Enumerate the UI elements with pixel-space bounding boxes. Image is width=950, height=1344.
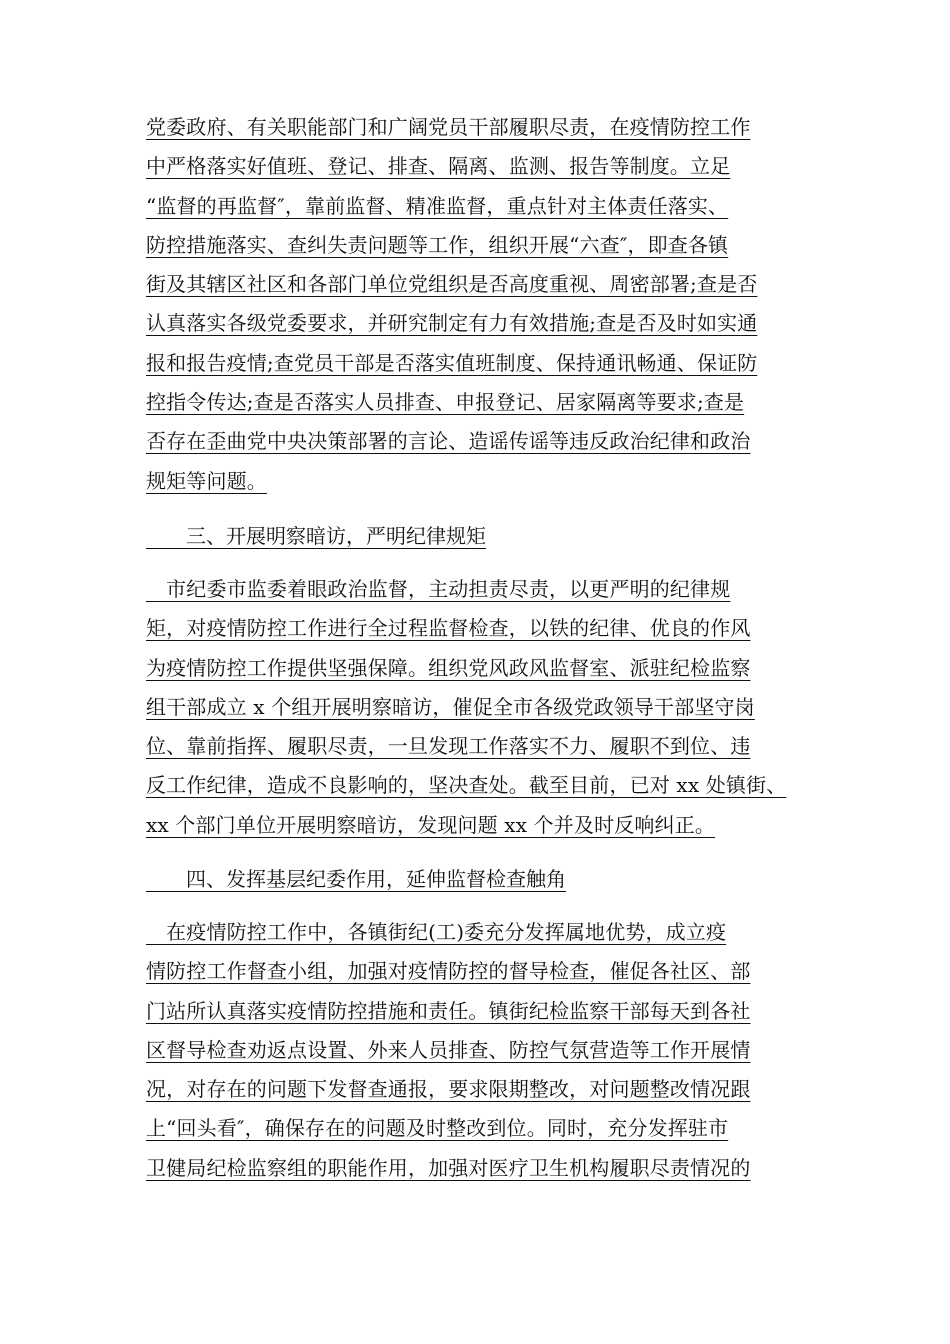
paragraph-line: 组干部成立 x 个组开展明察暗访，催促全市各级党政领导干部坚守岗 [146,694,755,719]
section-heading-3: 三、开展明察暗访，严明纪律规矩 [146,524,486,548]
paragraph-line: 报和报告疫情;查党员干部是否落实值班制度、保持通讯畅通、保证防 [146,350,758,375]
paragraph-line: 况，对存在的问题下发督查通报，要求限期整改，对问题整改情况跟 [146,1077,751,1102]
paragraph-line: 认真落实各级党委要求，并研究制定有力有效措施;查是否及时如实通 [146,311,758,336]
paragraph-line: “监督的再监督″，靠前监督、精准监督，重点针对主体责任落实、 [146,193,729,218]
paragraph-line: 反工作纪律，造成不良影响的，坚决查处。截至目前，已对 xx 处镇街、 [146,773,787,798]
paragraph-line: 否存在歪曲党中央决策部署的言论、造谣传谣等违反政治纪律和政治 [146,429,751,454]
paragraph-line: 区督导检查劝返点设置、外来人员排查、防控气氛营造等工作开展情 [146,1037,751,1062]
paragraph-line: 街及其辖区社区和各部门单位党组织是否高度重视、周密部署;查是否 [146,272,758,297]
paragraph-inspection-visits [146,570,786,845]
paragraph-line: 防控措施落实、查纠失责问题等工作，组织开展“六查″，即查各镇 [146,232,729,257]
paragraph-line: xx 个部门单位开展明察暗访，发现问题 xx 个并及时反响纠正。 [146,812,715,837]
paragraph-grassroots-supervision [146,913,751,1188]
paragraph-line: 卫健局纪检监察组的职能作用，加强对医疗卫生机构履职尽责情况的 [146,1155,751,1180]
paragraph-line: 市纪委市监委着眼政治监督，主动担责尽责，以更严明的纪律规 [146,577,731,601]
paragraph-line: 党委政府、有关职能部门和广阔党员干部履职尽责，在疫情防控工作 [146,115,751,139]
paragraph-line: 为疫情防控工作提供坚强保障。组织党风政风监督室、派驻纪检监察 [146,655,751,680]
section-heading-4: 四、发挥基层纪委作用，延伸监督检查触角 [146,867,566,891]
paragraph-line: 上“回头看″，确保存在的问题及时整改到位。同时，充分发挥驻市 [146,1116,729,1141]
paragraph-line: 在疫情防控工作中，各镇街纪(工)委充分发挥属地优势，成立疫 [146,920,727,944]
paragraph-line: 规矩等问题。 [146,468,267,493]
paragraph-line: 中严格落实好值班、登记、排查、隔离、监测、报告等制度。立足 [146,154,731,179]
paragraph-line: 位、靠前指挥、履职尽责，一旦发现工作落实不力、履职不到位、违 [146,734,751,759]
paragraph-line: 门站所认真落实疫情防控措施和责任。镇街纪检监察干部每天到各社 [146,998,751,1023]
paragraph-line: 情防控工作督查小组，加强对疫情防控的督导检查，催促各社区、部 [146,959,751,984]
paragraph-line: 矩，对疫情防控工作进行全过程监督检查，以铁的纪律、优良的作风 [146,616,751,641]
paragraph-line: 控指令传达;查是否落实人员排查、申报登记、居家隔离等要求;查是 [146,390,745,415]
paragraph-supervision-six-checks [146,108,757,501]
